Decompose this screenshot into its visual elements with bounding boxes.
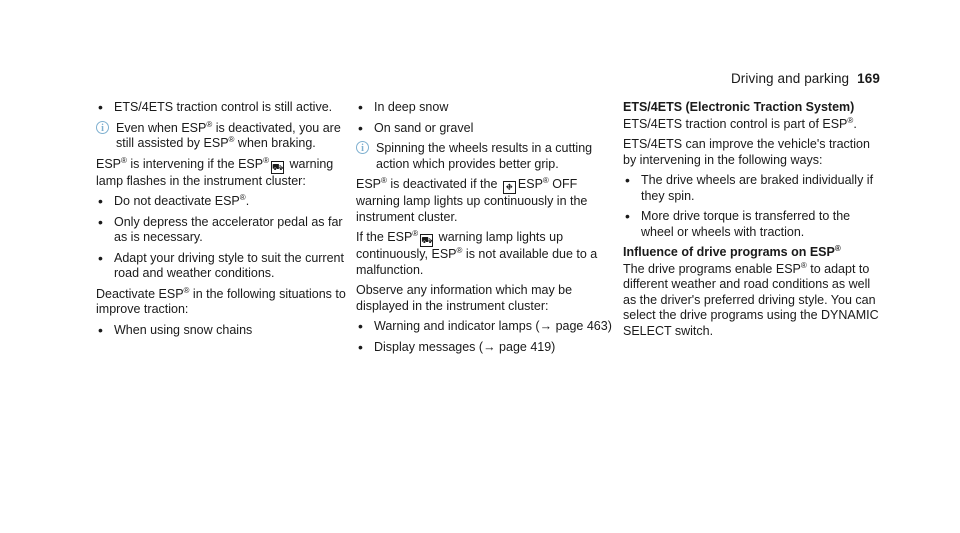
esp-warning-icon: ⛟: [272, 161, 284, 172]
paragraph: Deactivate ESP® in the following situations to improve traction:: [96, 285, 346, 316]
info-note: i Even when ESP® is deactivated, you are still assisted by ESP® when braking.: [96, 121, 351, 152]
list-item: • Warning and indicator lamps (→ page 463): [358, 318, 612, 334]
list-item: • Display messages (→ page 419): [358, 338, 556, 355]
column-1: [96, 100, 351, 343]
list-item: • Adapt your driving style to suit the current road and weather conditions.: [98, 249, 344, 280]
list-item: • ETS/4ETS traction control is still active.: [98, 99, 333, 115]
column-2: [356, 100, 618, 360]
paragraph: ETS/4ETS traction control is part of ESP®.: [623, 115, 857, 131]
paragraph: ESP® is intervening if the ESP®⛟ warning lamp flashes in the instrument cluster:: [96, 155, 334, 188]
list-item: • Do not deactivate ESP®.: [98, 193, 250, 209]
arrow-icon: →: [483, 339, 496, 354]
column-3: [623, 100, 883, 344]
page-header: [731, 71, 880, 86]
list-item: • When using snow chains: [98, 321, 253, 338]
section-heading: ETS/4ETS (Electronic Traction System): [623, 100, 855, 114]
arrow-icon: →: [539, 319, 553, 333]
paragraph: The drive programs enable ESP® to adapt to different weather and road conditions as well as the driver's preferred driving style. You can select the drive programs using the DYNAMIC SELECT switch.: [623, 260, 879, 338]
info-icon: i: [96, 121, 109, 134]
paragraph: Observe any information which may be displayed in the instrument cluster:: [356, 283, 573, 313]
paragraph: ETS/4ETS can improve the vehicle's traction by intervening in the following ways:: [623, 137, 870, 167]
bullet: •: [98, 99, 103, 115]
list-item: • In deep snow: [358, 99, 449, 115]
esp-off-icon: ⛖: [503, 181, 516, 194]
paragraph: If the ESP®⛟ warning lamp lights up continuously, ESP® is not available due to a malfunction.: [356, 229, 598, 277]
section-title: Driving and parking: [730, 71, 850, 86]
info-icon: i: [356, 141, 369, 154]
paragraph: ESP® is deactivated if the ⛖ ESP® OFF warning lamp lights up continuously in the instrument cluster.: [356, 176, 588, 224]
section-heading: Influence of drive programs on ESP®: [623, 244, 841, 259]
page-reference-link[interactable]: page 463): [552, 319, 612, 333]
info-note: i Spinning the wheels results in a cutting action which provides better grip.: [356, 141, 618, 172]
page-number: 169: [857, 71, 880, 86]
list-item: • On sand or gravel: [358, 119, 474, 136]
page-reference-link[interactable]: page 419): [495, 339, 556, 354]
list-item: • Only depress the accelerator pedal as far as is necessary.: [98, 213, 343, 244]
list-item: • The drive wheels are braked individually if they spin.: [625, 172, 874, 203]
esp-warning-icon: ⛟: [421, 235, 433, 245]
list-item: • More drive torque is transferred to the wheel or wheels with traction.: [625, 208, 851, 239]
